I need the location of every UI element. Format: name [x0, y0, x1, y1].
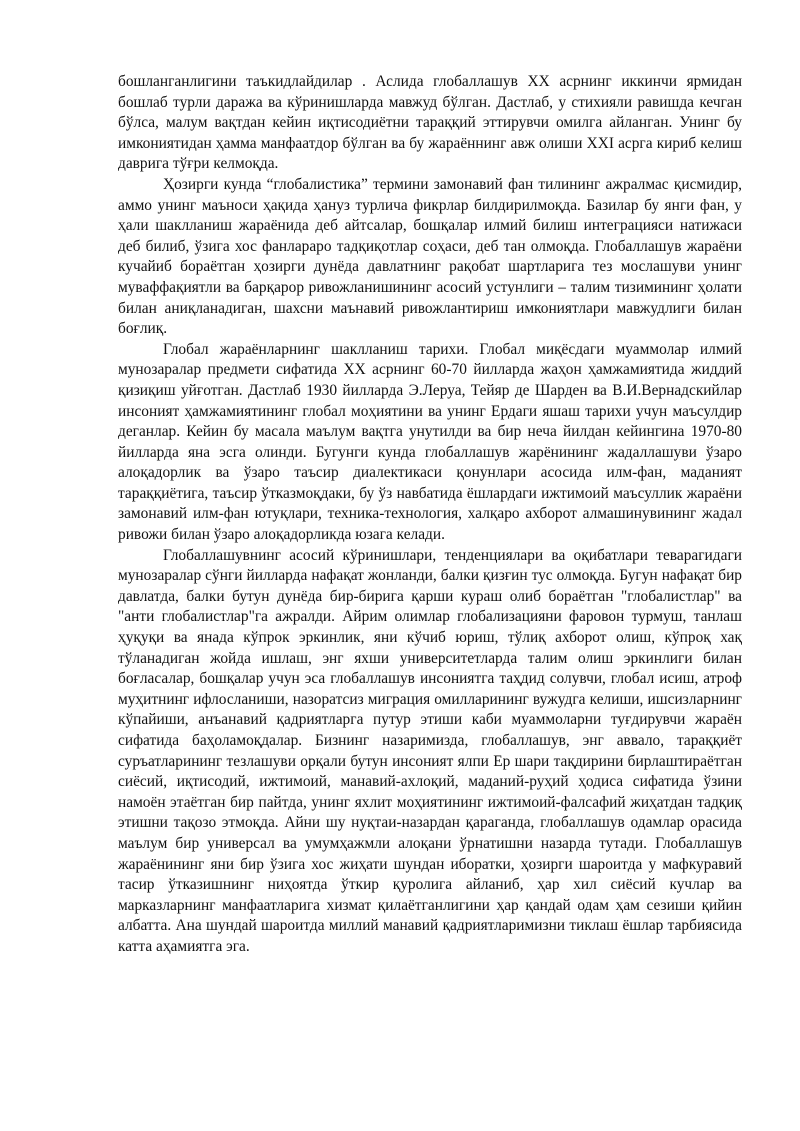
paragraph-globalistics-term: Ҳозирги кунда “глобалистика” термини замонавий фан тилининг ажралмас қисмидир, аммо унинг маъноси ҳақида ҳануз турлича фикрлар билдирилмоқда. Базилар бу янги фан, у ҳали шаклланиш жараёнида деб айтсалар, бошқалар илмий билиш интеграцияси натижаси деб билиб, ўзига хос фанлараро тадқиқотлар соҳаси, деб тан олмоқда. Глобаллашув жараёни кучайиб бораётган ҳозирги дунёда давлатнинг рақобат шартларига тез мослашуви унинг муваффақиятли ва барқарор ривожланишининг асосий устунлиги – талим тизимининг ҳолати билан аниқланадиган, шахсни маънавий ривожлантириш имкониятлари мавжудлиги билан боғлиқ.: [118, 175, 742, 338]
paragraph-trends: Глобаллашувнинг асосий кўринишлари, тенденциялари ва оқибатлари теварагидаги мунозаралар сўнги йилларда нафақат жонланди, балки қизғин тус олмоқда. Бугун нафақат бир давлатда, балки бутун дунёда бир-бирига қарши кураш олиб бораётган "глобалистлар" ва "анти глобалистлар"га ажралди. Айрим олимлар глобализацияни фаровон турмуш, танлаш ҳуқуқи ва янада кўпрок эркинлик, яни кўчиб юриш, тўлиқ ахборот олиш, кўпроқ хақ тўланадиган жойда ишлаш, энг яхши университетларда талим олиш эркинлиги билан боғласалар, бошқалар учун эса глобаллашув инсониятга таҳдид солувчи, глобал исиш, атроф муҳитнинг ифлосланиши, назоратсиз миграция омилларининг вужудга келиши, ишсизларнинг кўпайиши, анъанавий қадриятларга путур этиши каби муаммоларни туғдирувчи жараён сифатида баҳоламоқдалар. Бизнинг назаримизда, глобаллашув, энг аввало, тараққиёт суръатларининг тезлашуви орқали бутун инсоният ялпи Ер шари тақдирини бирлаштираётган сиёсий, иқтисодий, ижтимоий, манавий-ахлоқий, маданий-руҳий ҳодиса сифатида ўзини намоён этаётган бир пайтда, унинг яхлит моҳиятининг ижтимоий-фалсафий жиҳатдан тадқиқ этишни тақозо этмоқда. Айни шу нуқтаи-назардан қараганда, глобаллашув одамлар орасида маълум бир универсал ва умумҳажмли алоқани ўрнатишни назарда тутади. Глобаллашув жараёнининг яни бир ўзига хос жиҳати шундан иборатки, ҳозирги шароитда у мафкуравий тасир ўтказишнинг ниҳоятда ўткир қуролига айланиб, ҳар хил сиёсий кучлар ва марказларнинг манфаатларига хизмат қилаётганлигини ҳар қандай одам ҳам сезиши қийин албатта. Ана шундай шароитда миллий манавий қадриятларимизни тиклаш ёшлар тарбиясида катта аҳамиятга эга.: [118, 546, 742, 955]
paragraph-history: Глобал жараёнларнинг шаклланиш тарихи. Глобал миқёсдаги муаммолар илмий мунозаралар предмети сифатида XX асрнинг 60-70 йилларда жаҳон ҳамжамиятида жиддий қизиқиш уйғотган. Дастлаб 1930 йилларда Э.Леруа, Тейяр де Шарден ва В.И.Вернадскийлар инсоният ҳамжамиятининг глобал моҳиятини ва унинг Ердаги яшаш тарихи учун маъсулдир деганлар. Кейин бу масала маълум вақтга унутилди ва бир неча йилдан кейингина 1970-80 йилларда яна эсга олинди. Бугунги кунда глобаллашув жарёнининг жадаллашуви ўзаро алоқадорлик ва ўзаро таъсир диалектикаси қонунлари асосида илм-фан, маданият тараққиётига, таъсир ўтказмоқдаки, бу ўз навбатида ёшлардаги ижтимоий маъсуллик жараёни замонавий илм-фан ютуқлари, техника-технология, халқаро ахборот алмашинувининг жадал ривожи билан ўзаро алоқадорликда юзага келади.: [118, 340, 742, 544]
paragraph-continuation: бошланганлигини таъкидлайдилар . Аслида глобаллашув XX асрнинг иккинчи ярмидан бошлаб турли даража ва кўринишларда мавжуд бўлган. Дастлаб, у стихияли равишда кечган бўлса, малум вақтдан кейин иқтисодиётни тараққий эттирувчи омилга айланган. Унинг бу имкониятидан ҳамма манфаатдор бўлган ва бу жараённинг авж олиши XXI асрга кириб келиш даврига тўғри келмоқда.: [118, 73, 742, 173]
document-page: [118, 72, 742, 958]
